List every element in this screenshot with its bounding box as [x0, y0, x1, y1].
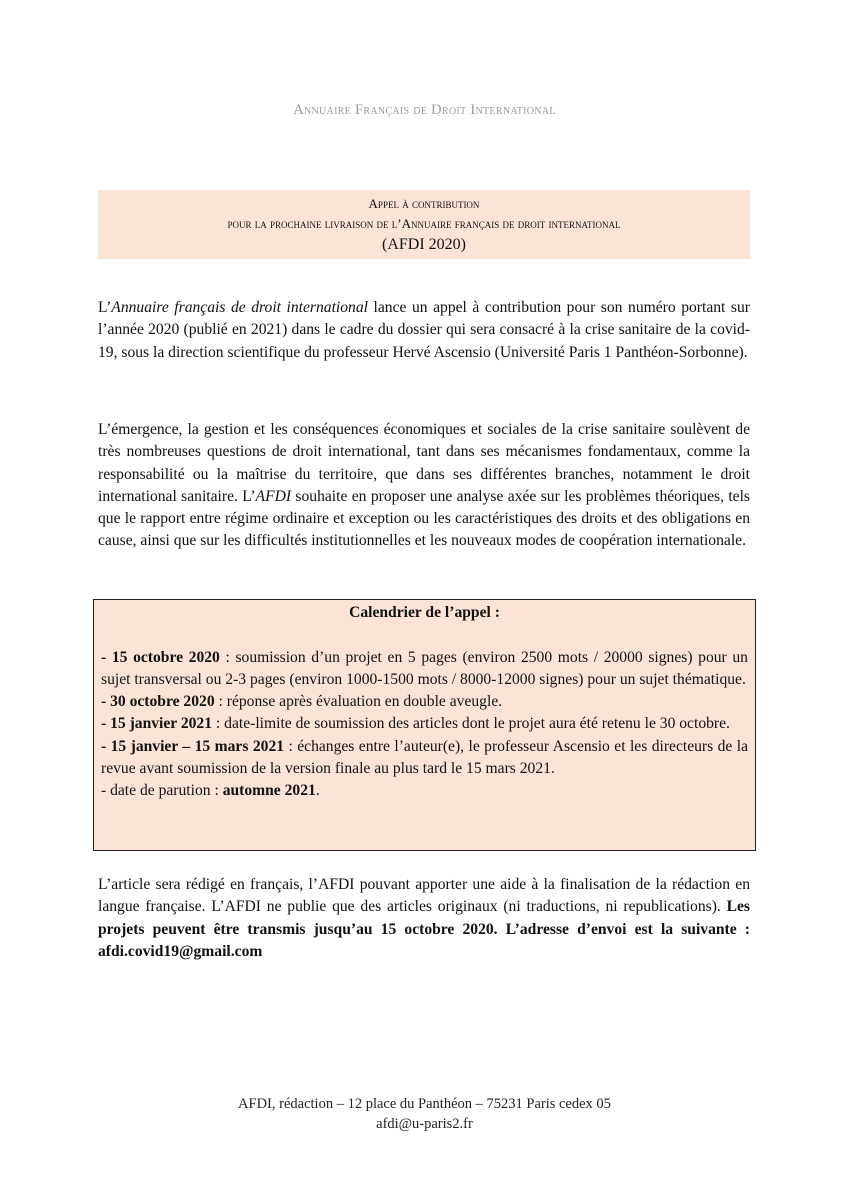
- journal-name-italic: Annuaire français de droit international: [111, 299, 368, 316]
- calendar-title: Calendrier de l’appel :: [349, 604, 500, 621]
- calendar-item-text: : échanges entre l’auteur(e), le professeur Ascensio et les directeurs de la revue avant soumission de la version finale au plus tard le 15 mars 2021.: [101, 737, 748, 778]
- call-title-line-3: (AFDI 2020): [382, 236, 466, 253]
- publication-prefix: - date de parution :: [101, 782, 223, 800]
- calendar-item: [101, 736, 748, 781]
- calendar-item-date: - 30 octobre 2020: [101, 693, 215, 711]
- calendar-item: [101, 713, 748, 735]
- context-paragraph: [98, 419, 750, 553]
- publication-suffix: .: [315, 782, 320, 800]
- calendar-item-text: : réponse après évaluation en double aveugle.: [214, 693, 503, 711]
- footer-email: afdi@u-paris2.fr: [376, 1116, 473, 1132]
- calendar-item-date: - 15 janvier – 15 mars 2021: [101, 737, 285, 755]
- afdi-italic: AFDI: [255, 487, 292, 505]
- intro-paragraph: [98, 297, 750, 364]
- intro-prefix: L’: [98, 299, 112, 316]
- context-text-b: souhaite en proposer une analyse axée sur les problèmes théoriques, tels que le rapport entre régime ordinaire et exception ou les caractéristiques des droits et des obligations en cause, ainsi que sur les difficultés institutionnelles et les nouveaux modes de coopération internationale.: [98, 487, 751, 550]
- calendar-item-text: : date-limite de soumission des articles dont le projet aura été retenu le 30 octobre.: [212, 715, 730, 733]
- calendar-item: [101, 691, 748, 713]
- calendar-item-date: - 15 octobre 2020: [101, 648, 220, 666]
- footer-address: AFDI, rédaction – 12 place du Panthéon – 75231 Paris cedex 05: [238, 1096, 611, 1112]
- call-title-box: [98, 190, 750, 259]
- submission-deadline-bold: Les projets peuvent être transmis jusqu’au 15 octobre 2020. L’adresse d’envoi est la suivante : afdi.covid19@gmail.com: [98, 898, 750, 960]
- submission-text: L’article sera rédigé en français, l’AFDI pouvant apporter une aide à la finalisation de la rédaction en langue française. L’AFDI ne publie que des articles originaux (ni traductions, ni republications).: [98, 876, 750, 916]
- call-title-line-1: Appel à contribution: [368, 196, 480, 211]
- publication-date: automne 2021: [222, 782, 316, 800]
- footer: [0, 1094, 849, 1134]
- intro-text: lance un appel à contribution pour son numéro portant sur l’année 2020 (publié en 2021) dans le cadre du dossier qui sera consacré à la crise sanitaire de la covid-19, sous la direction scientifique du professeur Hervé Ascensio (Université Paris 1 Panthéon-Sorbonne).: [98, 299, 750, 361]
- call-title-line-2: pour la prochaine livraison de l’Annuaire français de droit international: [227, 216, 621, 231]
- calendar-item-publication: [101, 780, 748, 802]
- journal-header: Annuaire Français de Droit International: [293, 102, 556, 118]
- submission-paragraph: [98, 874, 750, 963]
- calendar-box: [93, 599, 756, 851]
- calendar-item: [101, 647, 748, 692]
- calendar-item-text: : soumission d’un projet en 5 pages (environ 2500 mots / 20000 signes) pour un sujet transversal ou 2-3 pages (environ 1000-1500 mots / 8000-12000 signes) pour un sujet thématique.: [101, 648, 748, 688]
- calendar-item-date: - 15 janvier 2021: [101, 715, 213, 733]
- context-text-a: L’émergence, la gestion et les conséquences économiques et sociales de la crise sanitaire soulèvent de très nombreuses questions de droit international, tant dans ses mécanismes fondamentaux, comme la responsabilité ou la maîtrise du territoire, que dans ses différentes branches, notamment le droit international sanitaire. L’: [98, 421, 750, 505]
